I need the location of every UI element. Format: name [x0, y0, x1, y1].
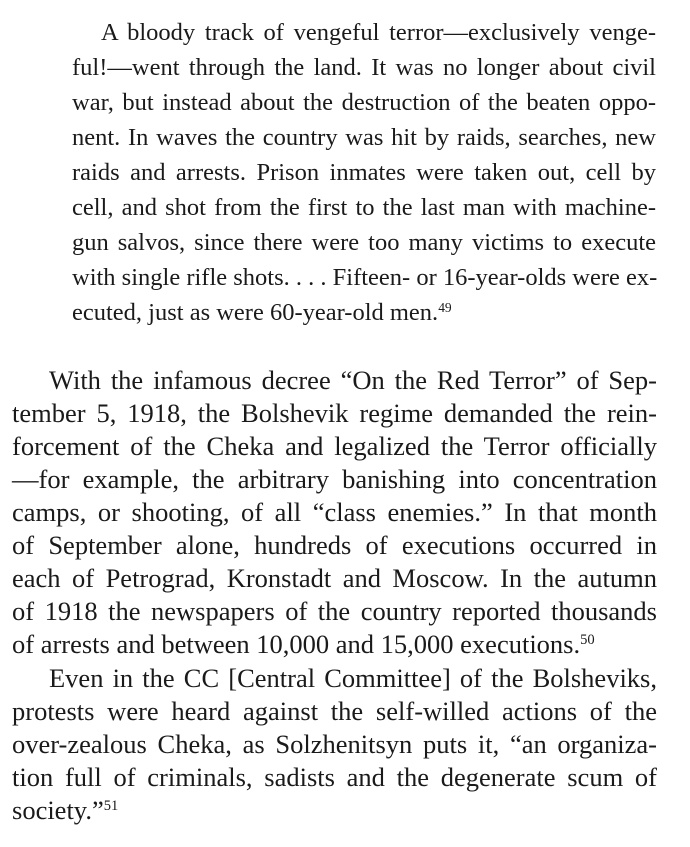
paragraph-line: camps, or shooting, of all “class enemies.” In that month: [12, 497, 657, 527]
paragraph-line: tember 5, 1918, the Bolshevik regime demanded the rein-: [12, 398, 657, 428]
paragraph-line: tion full of criminals, sadists and the degenerate scum of: [12, 762, 657, 792]
paragraph-line: each of Petrograd, Kronstadt and Moscow. In the autumn: [12, 563, 657, 593]
quote-line-last: [72, 301, 656, 326]
quote-line: ful!—went through the land. It was no longer about civil: [72, 54, 656, 81]
paragraph-line-last: [12, 631, 657, 658]
quote-line: raids and arrests. Prison inmates were taken out, cell by: [72, 159, 656, 186]
paragraph-line: of 1918 the newspapers of the country reported thousands: [12, 596, 657, 626]
quote-line: cell, and shot from the first to the last man with machine-: [72, 194, 656, 221]
quote-line: gun salvos, since there were too many victims to execute: [72, 229, 656, 256]
paragraph-text: society.”: [12, 795, 104, 825]
paragraph-line: —for example, the arbitrary banishing into concentration: [12, 464, 657, 494]
quote-line: A bloody track of vengeful terror—exclusively venge-: [101, 19, 656, 46]
footnote-ref-49: 49: [438, 299, 452, 315]
footnote-ref-51: 51: [103, 798, 119, 815]
paragraph-line-last: [12, 797, 657, 824]
quote-line: nent. In waves the country was hit by raids, searches, new: [72, 124, 656, 151]
quote-line: war, but instead about the destruction of the beaten oppo-: [72, 89, 656, 116]
paragraph-line: over-zealous Cheka, as Solzhenitsyn puts it, “an organiza-: [12, 729, 657, 759]
quote-text: ecuted, just as were 60-year-old men.: [72, 299, 439, 326]
paragraph-line: With the infamous decree “On the Red Terror” of Sep-: [49, 365, 657, 395]
paragraph-line: forcement of the Cheka and legalized the Terror officially: [12, 431, 657, 461]
footnote-ref-50: 50: [580, 632, 595, 649]
quote-line: with single rifle shots. . . . Fifteen- or 16-year-olds were ex-: [72, 264, 658, 291]
paragraph-line: of September alone, hundreds of executions occurred in: [12, 530, 657, 560]
paragraph-line: protests were heard against the self-willed actions of the: [12, 696, 657, 726]
paragraph-line: Even in the CC [Central Committee] of the Bolsheviks,: [49, 663, 657, 693]
paragraph-text: of arrests and between 10,000 and 15,000 executions.: [12, 629, 581, 659]
